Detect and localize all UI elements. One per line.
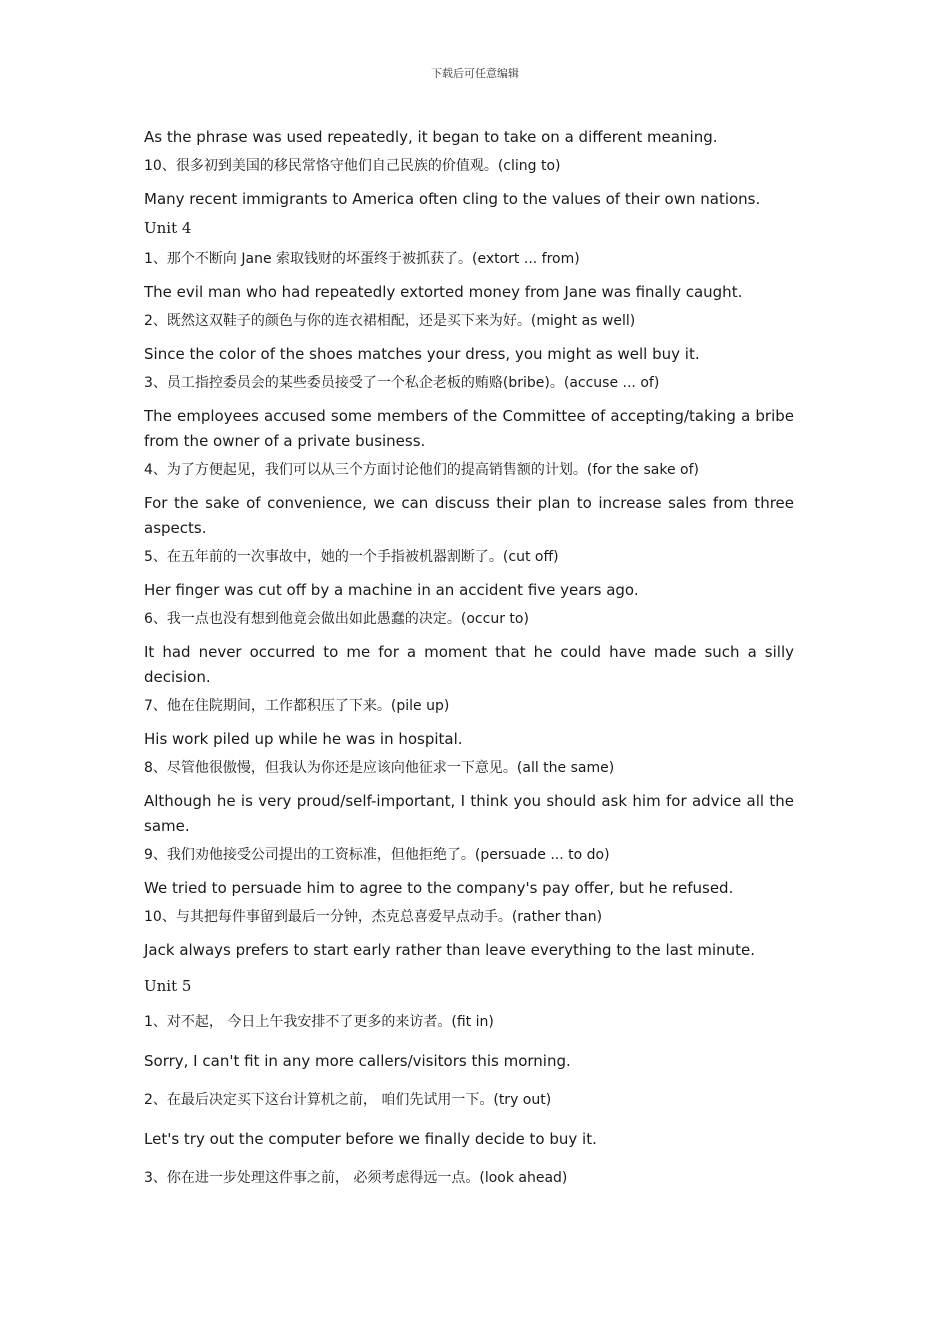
exercise-prompt: 4、为了方便起见，我们可以从三个方面讨论他们的提高销售额的计划。(for the sake of) — [144, 462, 699, 478]
exercise-prompt: 7、他在住院期间，工作都积压了下来。(pile up) — [144, 698, 450, 714]
translation-sentence: The evil man who had repeatedly extorted money from Jane was finally caught. — [144, 283, 743, 301]
translation-sentence: Let's try out the computer before we finally decide to buy it. — [144, 1130, 597, 1148]
translation-sentence: Many recent immigrants to America often cling to the values of their own nations. — [144, 190, 761, 208]
exercise-prompt: 3、员工指控委员会的某些委员接受了一个私企老板的贿赂(bribe)。(accuse ... of) — [144, 375, 660, 391]
exercise-prompt: 5、在五年前的一次事故中，她的一个手指被机器割断了。(cut off) — [144, 549, 559, 565]
exercise-prompt: 10、很多初到美国的移民常恪守他们自己民族的价值观。(cling to) — [144, 158, 561, 174]
translation-sentence: Although he is very proud/self-important, I think you should ask him for advice all the same. — [144, 792, 794, 835]
translation-sentence: Sorry, I can't fit in any more callers/visitors this morning. — [144, 1052, 571, 1070]
unit-heading: Unit 4 — [144, 219, 192, 237]
exercise-prompt: 9、我们劝他接受公司提出的工资标准，但他拒绝了。(persuade ... to do) — [144, 847, 610, 863]
exercise-prompt: 2、既然这双鞋子的颜色与你的连衣裙相配，还是买下来为好。(might as well) — [144, 313, 636, 329]
translation-sentence: It had never occurred to me for a moment that he could have made such a silly decision. — [144, 643, 794, 686]
translation-sentence: As the phrase was used repeatedly, it began to take on a different meaning. — [144, 128, 718, 146]
translation-sentence: His work piled up while he was in hospital. — [144, 730, 463, 748]
translation-sentence: We tried to persuade him to agree to the company's pay offer, but he refused. — [144, 879, 734, 897]
translation-sentence: Jack always prefers to start early rather than leave everything to the last minute. — [144, 941, 756, 959]
unit-heading: Unit 5 — [144, 977, 192, 995]
translation-sentence: Her finger was cut off by a machine in an accident five years ago. — [144, 581, 639, 599]
translation-sentence: The employees accused some members of the Committee of accepting/taking a bribe from the owner of a private business. — [144, 407, 794, 450]
translation-sentence: Since the color of the shoes matches your dress, you might as well buy it. — [144, 345, 700, 363]
exercise-prompt: 2、在最后决定买下这台计算机之前， 咱们先试用一下。(try out) — [144, 1092, 552, 1108]
page-header: 下载后可任意编辑 — [431, 67, 519, 80]
exercise-prompt: 1、那个不断向 Jane 索取钱财的坏蛋终于被抓获了。(extort ... from) — [144, 251, 580, 267]
exercise-prompt: 3、你在进一步处理这件事之前， 必须考虑得远一点。(look ahead) — [144, 1170, 568, 1186]
exercise-prompt: 1、对不起， 今日上午我安排不了更多的来访者。(fit in) — [144, 1014, 494, 1030]
exercise-prompt: 8、尽管他很傲慢，但我认为你还是应该向他征求一下意见。(all the same) — [144, 760, 615, 776]
document-body — [144, 125, 794, 1199]
exercise-prompt: 10、与其把每件事留到最后一分钟，杰克总喜爱早点动手。(rather than) — [144, 909, 603, 925]
translation-sentence: For the sake of convenience, we can discuss their plan to increase sales from three aspects. — [144, 494, 794, 537]
exercise-prompt: 6、我一点也没有想到他竟会做出如此愚蠢的决定。(occur to) — [144, 611, 529, 627]
